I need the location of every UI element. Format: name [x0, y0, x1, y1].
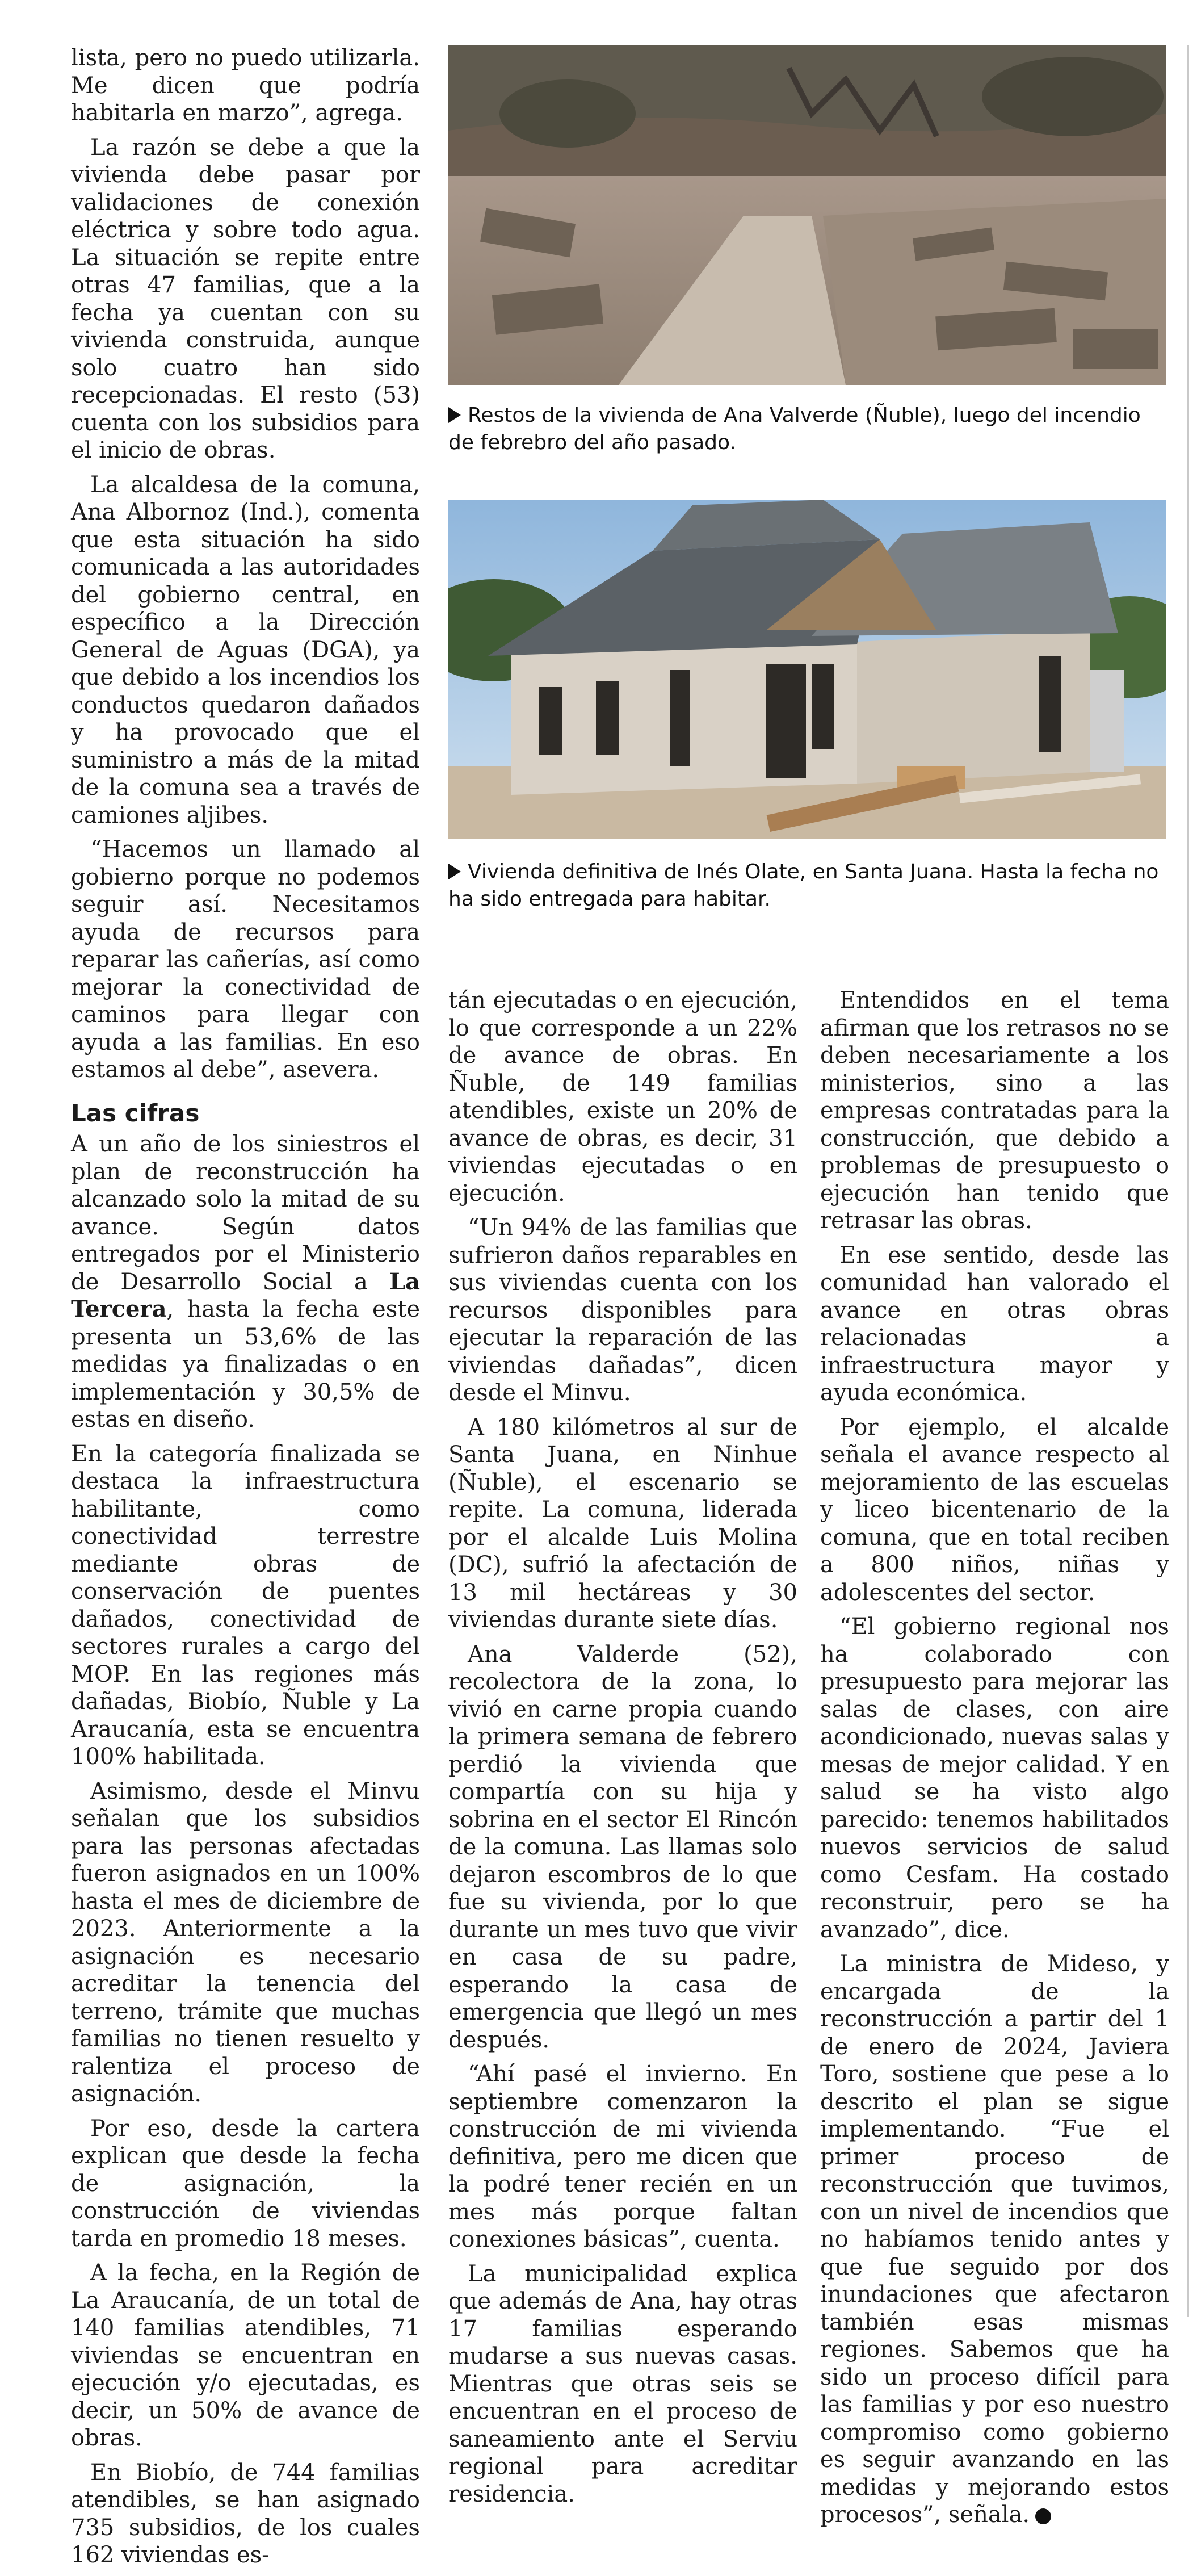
caption-text: Vivienda definitiva de Inés Olate, en Santa Juana. Hasta la fecha no ha sido entregada para habitar.: [448, 860, 1159, 911]
photo-new-house: [448, 500, 1166, 839]
paragraph: Por eso, desde la cartera explican que desde la fecha de asignación, la construcción de viviendas tarda en promedio 18 meses.: [71, 2115, 420, 2252]
paragraph: En la categoría finalizada se destaca la infraestructura habilitante, como conectividad terrestre mediante obras de conservación de puentes dañados, conectividad de sectores rurales a cargo del MOP. En las regiones más dañadas, Biobío, Ñuble y La Araucanía, esta se encuentra 100% habilitada.: [71, 1440, 420, 1770]
paragraph: Por ejemplo, el alcalde señala el avance respecto al mejoramiento de las escuelas y liceo bicentenario de la comuna, que en total reciben a 800 niños, niñas y adolescentes del sector.: [820, 1414, 1169, 1606]
house-image: [448, 500, 1166, 839]
paragraph: La razón se debe a que la vivienda debe pasar por validaciones de conexión eléctrica y sobre todo agua. La situación se repite entre otras 47 familias, que a la fecha ya cuentan con su vivienda construida, aunque solo cuatro han sido recepcionadas. El resto (53) cuenta con los subsidios para el inicio de obras.: [71, 134, 420, 463]
paragraph: En Biobío, de 744 familias atendibles, se han asignado 735 subsidios, de los cuales 162 viviendas es-: [71, 2459, 420, 2568]
caption-arrow-icon: [448, 864, 461, 879]
paragraph: lista, pero no puedo utilizarla. Me dicen que podría habitarla en marzo”, agrega.: [71, 45, 420, 126]
paragraph: A la fecha, en la Región de La Araucanía, de un total de 140 familias atendibles, 71 viviendas se encuentran en ejecución y/o ejecutadas, es decir, un 50% de avance de obras.: [71, 2260, 420, 2451]
closing-paragraph-text: La ministra de Mideso, y encargada de la reconstrucción a partir del 1 de enero de 2024, Javiera Toro, sostiene que pese a lo descrito el plan se sigue implementando. “Fue el primer proceso de reconstrucción que tuvimos, con un nivel de incendios que no habíamos tenido antes y que fue seguido por dos inundaciones que afectaron también esas mismas regiones. Sabemos que ha sido un proceso difícil para las familias y por eso nuestro compromiso como gobierno es seguir avanzando en las medidas y mejorando estos procesos”, señala.: [820, 1951, 1169, 2528]
paragraph: [71, 1130, 420, 1434]
caption-text: Restos de la vivienda de Ana Valverde (Ñuble), luego del incendio de febrebro del año pasado.: [448, 404, 1141, 454]
column-3: [820, 987, 1169, 2536]
column-1: [71, 44, 420, 2576]
caption-arrow-icon: [448, 407, 461, 423]
subheading: Las cifras: [71, 1099, 200, 1127]
quote-paragraph: “Ahí pasé el invierno. En septiembre comenzaron la construcción de mi vivienda definitiva, pero me dicen que la podré tener recién en un mes más porque faltan conexiones básicas”, cuenta.: [448, 2061, 797, 2252]
paragraph: [820, 1950, 1169, 2529]
photo1-caption: [448, 402, 1166, 456]
paragraph: tán ejecutadas o en ejecución, lo que corresponde a un 22% de avance de obras. En Ñuble, de 149 familias atendibles, existe un 20% de avance de obras, es decir, 31 viviendas ejecutadas o en ejecución.: [448, 987, 797, 1207]
right-margin-rule: [1187, 45, 1189, 2317]
paragraph: La municipalidad explica que además de Ana, hay otras 17 familias esperando mudarse a sus nuevas casas. Mientras que otras seis se encuentran en el proceso de saneamiento ante el Serviu regional para acreditar residencia.: [448, 2260, 797, 2507]
paragraph: En ese sentido, desde las comunidad han valorado el avance en otras obras relacionadas a infraestructura mayor y ayuda económica.: [820, 1242, 1169, 1406]
paragraph: Asimismo, desde el Minvu señalan que los subsidios para las personas afectadas fueron asignados en un 100% hasta el mes de diciembre de 2023. Anteriormente a la asignación es necesario acreditar la tenencia del terreno, trámite que muchas familias no tienen resuelto y ralentiza el proceso de asignación.: [71, 1778, 420, 2107]
newspaper-name: La Tercera: [71, 1268, 421, 1322]
quote-paragraph: “El gobierno regional nos ha colaborado con presupuesto para mejorar las salas de clases, con aire acondicionado, nuevas salas y mesas de mejor calidad. Y en salud se ha visto algo parecido: tenemos habilitados nuevos servicios de salud como Cesfam. Ha costado reconstruir, pero se ha avanzado”, dice.: [820, 1614, 1169, 1943]
cifras-intro-end: , hasta la fecha este presenta un 53,6% de las medidas ya finalizadas o en implementación y 30,5% de estas en diseño.: [71, 1296, 420, 1432]
paragraph: A 180 kilómetros al sur de Santa Juana, en Ninhue (Ñuble), el escenario se repite. La comuna, liderada por el alcalde Luis Molina (DC), sufrió la afectación de 13 mil hectáreas y 30 viviendas durante siete días.: [448, 1414, 797, 1633]
paragraph: Ana Valderde (52), recolectora de la zona, lo vivió en carne propia cuando la primera semana de febrero perdió la vivienda que compartía con su hija y sobrina en el sector El Rincón de la comuna. Las llamas solo dejaron escombros de lo que fue su vivienda, por lo que durante un mes tuvo que vivir en casa de su padre, esperando la casa de emergencia que llegó un mes después.: [448, 1641, 797, 2053]
cifras-intro: A un año de los siniestros el plan de reconstrucción ha alcanzado solo la mitad de su avance. Según datos entregados por el Ministerio de Desarrollo Social a: [71, 1131, 420, 1295]
photo-burned-house: [448, 45, 1166, 385]
end-of-article-icon: [1035, 2508, 1051, 2524]
quote-paragraph: “Un 94% de las familias que sufrieron daños reparables en sus viviendas cuenta con los recursos disponibles para ejecutar la reparación de las viviendas dañadas”, dicen desde el Minvu.: [448, 1214, 797, 1406]
quote-paragraph: “Hacemos un llamado al gobierno porque no podemos seguir así. Necesitamos ayuda de recursos para reparar las cañerías, así como mejorar la conectividad de caminos para llegar con ayuda a las familias. En eso estamos al debe”, asevera.: [71, 836, 420, 1083]
paragraph: Entendidos en el tema afirman que los retrasos no se deben necesariamente a los ministerios, sino a las empresas contratadas para la construcción, que debido a problemas de presupuesto o ejecución han tenido que retrasar las obras.: [820, 987, 1169, 1234]
debris-image: [448, 45, 1166, 385]
column-2: [448, 987, 797, 2515]
photo2-caption: [448, 858, 1166, 913]
paragraph: La alcaldesa de la comuna, Ana Albornoz (Ind.), comenta que esta situación ha sido comunicada a las autoridades del gobierno central, en específico a la Dirección General de Aguas (DGA), ya que debido a los incendios los conductos quedaron dañados y ha provocado que el suministro a más de la mitad de la comuna sea a través de camiones aljibes.: [71, 471, 420, 828]
